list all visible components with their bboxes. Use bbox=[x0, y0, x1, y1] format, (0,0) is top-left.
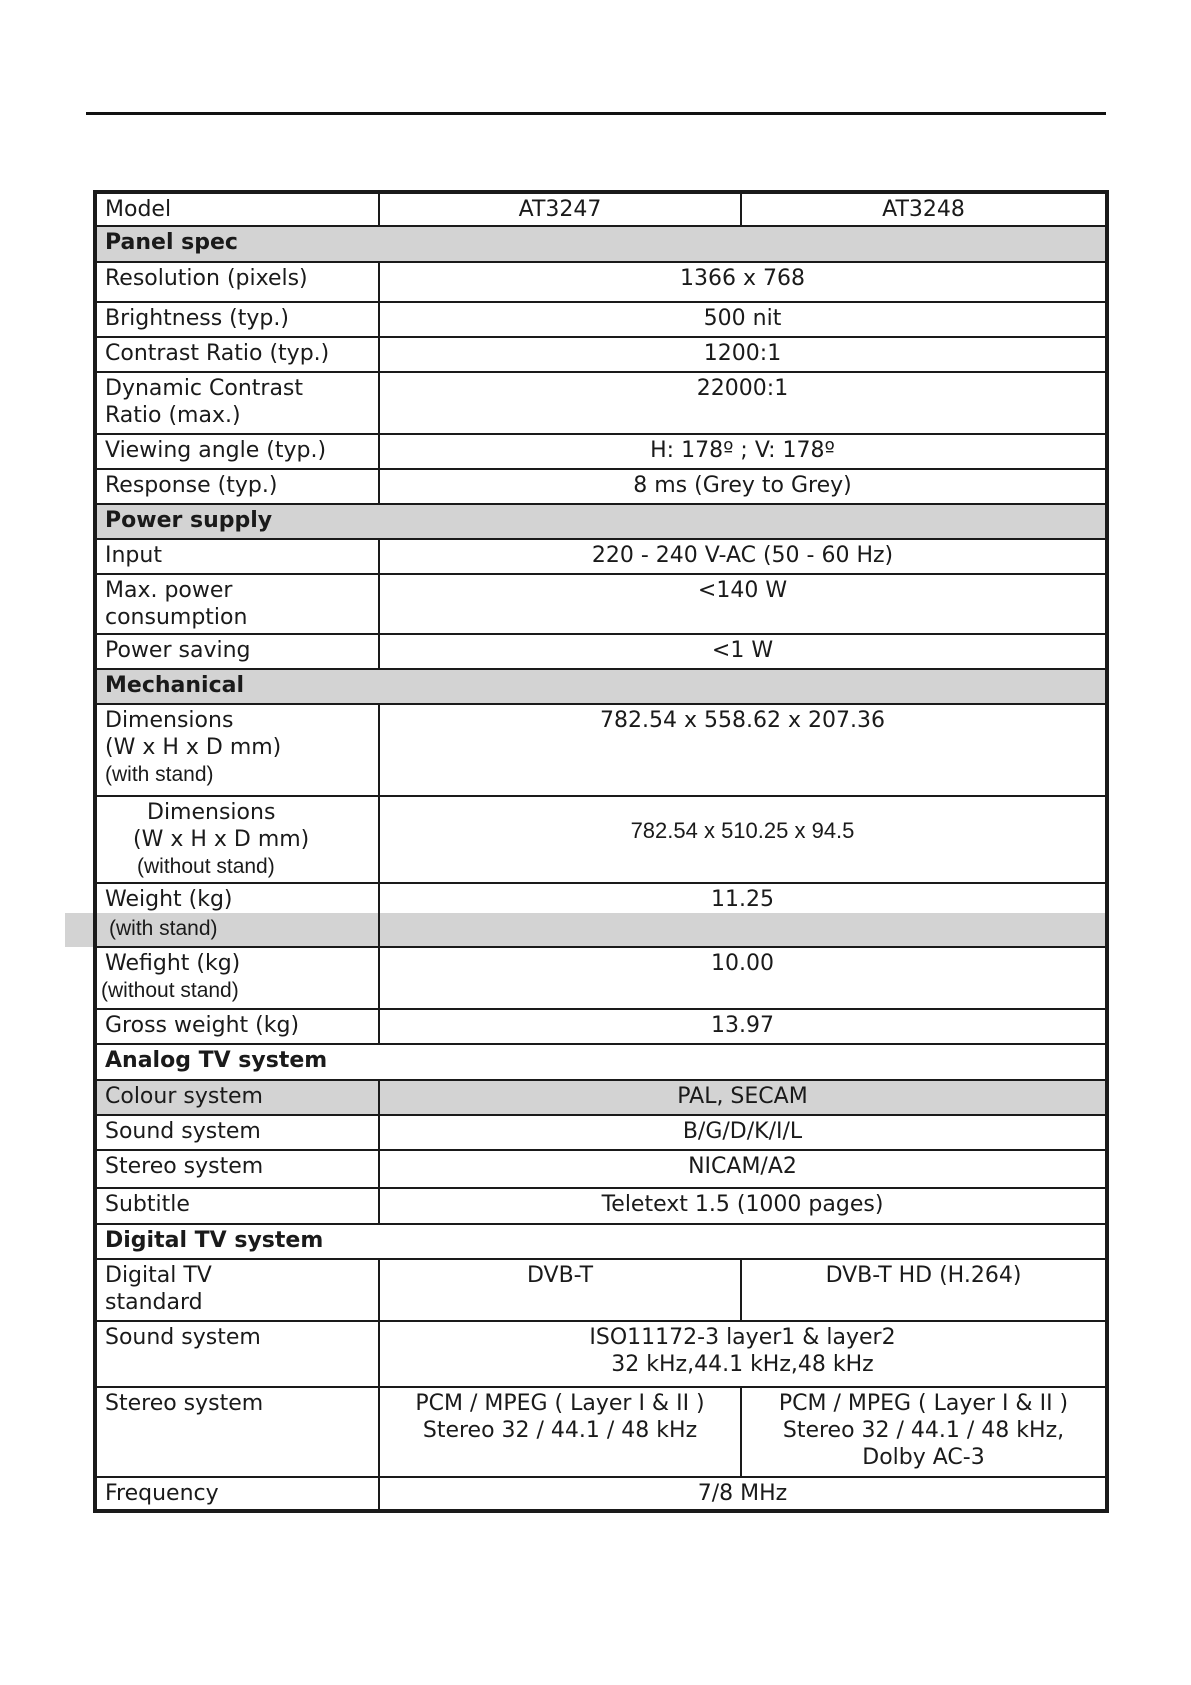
spec-value-line: PCM / MPEG ( Layer I & II ) bbox=[778, 1391, 1069, 1416]
spec-value: <140 W bbox=[379, 574, 1107, 634]
section-panel-spec: Panel spec bbox=[95, 226, 1107, 262]
spec-row-dimensions-without-stand bbox=[95, 796, 1107, 883]
section-power-supply: Power supply bbox=[95, 504, 1107, 539]
spec-label-line: Weight (kg) bbox=[105, 887, 233, 912]
spec-row-dimensions-with-stand bbox=[95, 704, 1107, 796]
spec-value-line: PCM / MPEG ( Layer I & II ) bbox=[415, 1391, 705, 1416]
spec-value: 1200:1 bbox=[379, 337, 1107, 372]
spec-value-line: Stereo 32 / 44.1 / 48 kHz, bbox=[782, 1418, 1065, 1443]
spec-value-line: Stereo 32 / 44.1 / 48 kHz bbox=[422, 1418, 698, 1443]
spec-value-line: ISO11172-3 layer1 & layer2 bbox=[589, 1325, 896, 1350]
section-digital-tv: Digital TV system bbox=[95, 1224, 1107, 1259]
spec-label bbox=[95, 704, 379, 796]
spec-label-line: Dimensions bbox=[105, 708, 234, 733]
spec-label: Frequency bbox=[95, 1477, 379, 1511]
spec-label-line: (W x H x D mm) bbox=[105, 735, 282, 760]
spec-value: 13.97 bbox=[379, 1009, 1107, 1044]
spec-label bbox=[95, 372, 379, 434]
spec-label: Gross weight (kg) bbox=[95, 1009, 379, 1044]
section-analog-tv: Analog TV system bbox=[95, 1044, 1107, 1080]
spec-value-at3248 bbox=[741, 1387, 1107, 1477]
spec-value: 782.54 x 558.62 x 207.36 bbox=[379, 704, 1107, 796]
spec-label: Sound system bbox=[95, 1115, 379, 1150]
spec-row-digital-standard bbox=[95, 1259, 1107, 1321]
model-row bbox=[95, 192, 1107, 226]
spec-row-resolution bbox=[95, 262, 1107, 302]
spec-row-colour-system bbox=[95, 1080, 1107, 1115]
spec-value-at3248: DVB-T HD (H.264) bbox=[741, 1259, 1107, 1321]
spec-label-line: (without stand) bbox=[137, 855, 275, 878]
spec-label-line: Ratio (max.) bbox=[105, 403, 241, 428]
spec-value: B/G/D/K/I/L bbox=[379, 1115, 1107, 1150]
spec-label-line: Digital TV bbox=[105, 1263, 212, 1288]
spec-row-max-power bbox=[95, 574, 1107, 634]
spec-label-line: (W x H x D mm) bbox=[133, 827, 310, 852]
spec-label-line: (with stand) bbox=[65, 913, 378, 947]
spec-label-line: Max. power bbox=[105, 578, 233, 603]
spec-label-line: Wefight (kg) bbox=[105, 951, 241, 976]
spec-row-dynamic-contrast bbox=[95, 372, 1107, 434]
spec-label: Colour system bbox=[95, 1080, 379, 1115]
spec-value: Teletext 1.5 (1000 pages) bbox=[379, 1188, 1107, 1224]
header-rule bbox=[86, 112, 1106, 115]
spec-row-frequency bbox=[95, 1477, 1107, 1511]
spec-label bbox=[95, 947, 379, 1009]
section-mechanical: Mechanical bbox=[95, 669, 1107, 704]
spec-label-line: standard bbox=[105, 1290, 203, 1315]
spec-row-input bbox=[95, 539, 1107, 574]
spec-value: 7/8 MHz bbox=[379, 1477, 1107, 1511]
spec-row-contrast bbox=[95, 337, 1107, 372]
spec-row-power-saving bbox=[95, 634, 1107, 669]
spec-value bbox=[379, 883, 1107, 947]
spec-label-line: (with stand) bbox=[105, 763, 214, 786]
spec-value: 500 nit bbox=[379, 302, 1107, 337]
spec-table bbox=[93, 190, 1109, 1513]
spec-value: 1366 x 768 bbox=[379, 262, 1107, 302]
spec-value: PAL, SECAM bbox=[379, 1080, 1107, 1115]
spec-label: Stereo system bbox=[95, 1387, 379, 1477]
spec-label-line: Dimensions bbox=[147, 800, 276, 825]
spec-value bbox=[379, 1321, 1107, 1387]
spec-value-line: 32 kHz,44.1 kHz,48 kHz bbox=[611, 1352, 874, 1377]
spec-row-gross-weight bbox=[95, 1009, 1107, 1044]
spec-label-line: Dynamic Contrast bbox=[105, 376, 304, 401]
spec-row-sound-system bbox=[95, 1115, 1107, 1150]
spec-row-viewing-angle bbox=[95, 434, 1107, 469]
spec-value: 220 - 240 V-AC (50 - 60 Hz) bbox=[379, 539, 1107, 574]
spec-label: Response (typ.) bbox=[95, 469, 379, 504]
spec-label: Subtitle bbox=[95, 1188, 379, 1224]
spec-label: Power saving bbox=[95, 634, 379, 669]
spec-value: H: 178º ; V: 178º bbox=[379, 434, 1107, 469]
spec-row-digital-sound bbox=[95, 1321, 1107, 1387]
spec-row-brightness bbox=[95, 302, 1107, 337]
spec-label: Resolution (pixels) bbox=[95, 262, 379, 302]
spec-label bbox=[95, 574, 379, 634]
spec-label: Sound system bbox=[95, 1321, 379, 1387]
spec-label: Stereo system bbox=[95, 1150, 379, 1188]
spec-label-line: (without stand) bbox=[101, 979, 239, 1002]
spec-value: 10.00 bbox=[379, 947, 1107, 1009]
spec-label: Brightness (typ.) bbox=[95, 302, 379, 337]
spec-value-at3247: DVB-T bbox=[379, 1259, 741, 1321]
spec-row-digital-stereo bbox=[95, 1387, 1107, 1477]
spec-value-at3247 bbox=[379, 1387, 741, 1477]
spec-label bbox=[95, 1259, 379, 1321]
spec-value: 782.54 x 510.25 x 94.5 bbox=[379, 796, 1107, 883]
spec-value: <1 W bbox=[379, 634, 1107, 669]
spec-value: 8 ms (Grey to Grey) bbox=[379, 469, 1107, 504]
spec-value: 22000:1 bbox=[379, 372, 1107, 434]
spec-row-response bbox=[95, 469, 1107, 504]
spec-label: Viewing angle (typ.) bbox=[95, 434, 379, 469]
spec-label-line: consumption bbox=[105, 605, 248, 630]
spec-row-weight-with-stand bbox=[95, 883, 1107, 947]
model-at3247: AT3247 bbox=[379, 192, 741, 226]
spec-row-subtitle bbox=[95, 1188, 1107, 1224]
model-label: Model bbox=[95, 192, 379, 226]
spec-value-line: Dolby AC-3 bbox=[862, 1445, 985, 1470]
spec-value-text: 11.25 bbox=[711, 887, 774, 912]
spec-value: NICAM/A2 bbox=[379, 1150, 1107, 1188]
spec-row-stereo-system bbox=[95, 1150, 1107, 1188]
spec-label: Contrast Ratio (typ.) bbox=[95, 337, 379, 372]
spec-label bbox=[95, 883, 379, 947]
spec-label: Input bbox=[95, 539, 379, 574]
shaded-band bbox=[380, 913, 1105, 947]
spec-label bbox=[95, 796, 379, 883]
spec-row-weight-without-stand bbox=[95, 947, 1107, 1009]
model-at3248: AT3248 bbox=[741, 192, 1107, 226]
